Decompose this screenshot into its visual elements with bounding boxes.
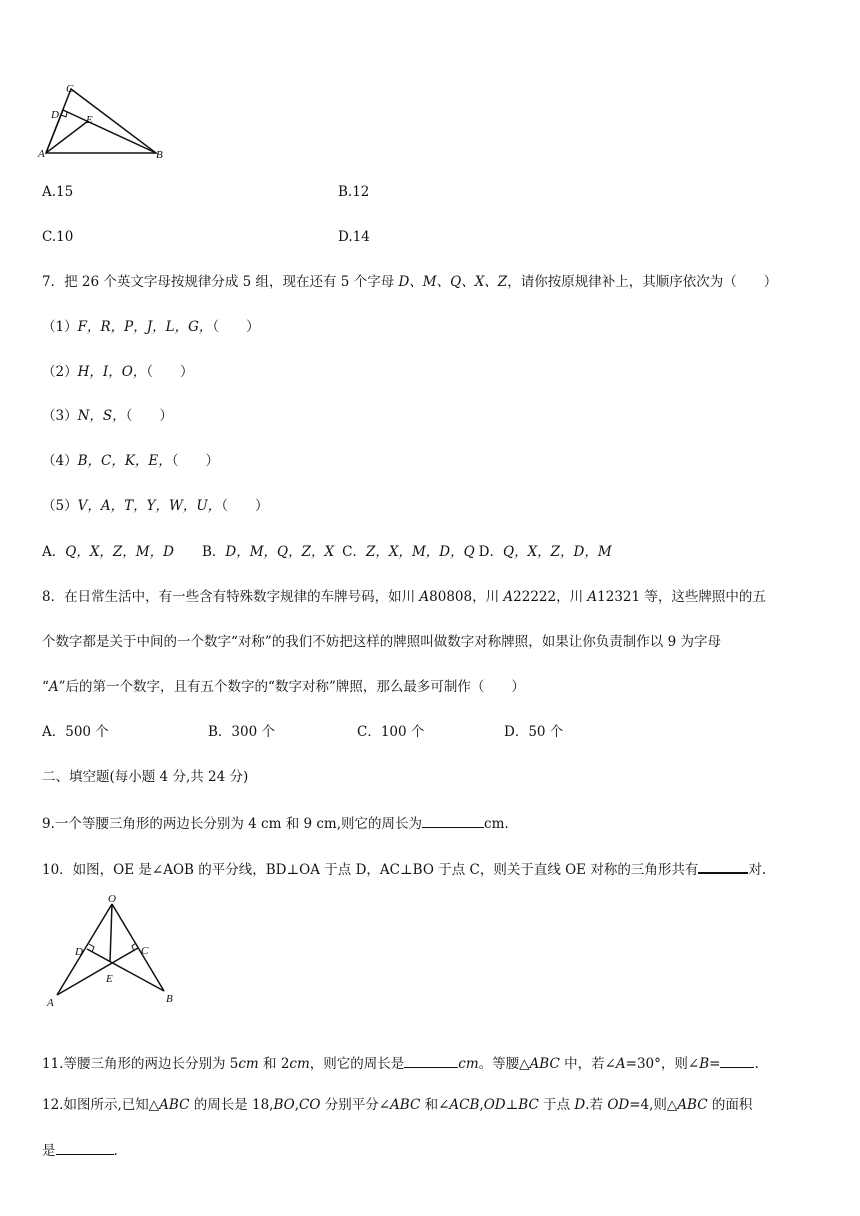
q6-option-c: C.10: [42, 229, 74, 245]
q7-group-5: （5）V，A，T，Y，W，U，（ ）: [42, 498, 269, 514]
label-a2: A: [47, 997, 54, 1009]
q7-group-4: （4）B，C，K，E，（ ）: [42, 453, 220, 469]
label-b: B: [156, 149, 163, 161]
q6-option-a: A.15: [42, 184, 74, 200]
q12-answer-blank[interactable]: [56, 1141, 114, 1155]
q7-stem: 7．把 26 个英文字母按规律分成 5 组，现在还有 5 个字母 D、M、Q、X、Z，请你按原规律补上，其顺序依次为（ ）: [42, 274, 778, 290]
q12-line-1: 12.如图所示,已知△ABC 的周长是 18,BO,CO 分别平分∠ABC 和∠ACB,OD⊥BC 于点 D.若 OD=4,则△ABC 的面积: [42, 1097, 753, 1113]
q8-option-b: B．300 个: [208, 724, 275, 740]
label-a: A: [38, 148, 45, 160]
q7-options: A．Q，X，Z，M，D B．D，M，Q，Z，X C．Z，X，M，D，Q D．Q，X，Z，D，M: [42, 544, 612, 560]
q8-option-a: A．500 个: [42, 724, 109, 740]
label-d: D: [51, 109, 59, 121]
q11-answer-blank-1[interactable]: [404, 1054, 458, 1068]
q11-answer-blank-2[interactable]: [720, 1054, 754, 1068]
label-e: E: [86, 114, 93, 126]
q12-line-2: 是 .: [42, 1143, 118, 1159]
q6-option-d: D.14: [338, 229, 370, 245]
q8-line-3: “A”后的第一个数字，且有五个数字的“数字对称”牌照，那么最多可制作（ ）: [42, 679, 525, 695]
label-e2: E: [106, 973, 113, 985]
q10-answer-blank[interactable]: [698, 859, 748, 874]
q8-line-2: 个数字都是关于中间的一个数字“对称”的我们不妨把这样的牌照叫做数字对称牌照，如果让你负责制作以 9 为字母: [42, 634, 721, 650]
q7-group-3: （3）N，S，（ ）: [42, 408, 173, 424]
q7-group-1: （1）F，R，P，J，L，G，（ ）: [42, 319, 260, 335]
figure-triangle-abc: [36, 80, 176, 164]
q10: 10．如图，OE 是∠AOB 的平分线，BD⊥OA 于点 D，AC⊥BO 于点 C，则关于直线 OE 对称的三角形共有 对.: [42, 859, 766, 879]
q8-option-d: D．50 个: [504, 724, 564, 740]
figure-angle-bisector: [42, 892, 182, 1014]
q7-group-2: （2）H，I，O，（ ）: [42, 364, 194, 380]
label-c2: C: [141, 945, 149, 957]
q6-option-b: B.12: [338, 184, 370, 200]
q9: 9.一个等腰三角形的两边长分别为 4 cm 和 9 cm,则它的周长为 cm.: [42, 816, 509, 832]
q11: 11.等腰三角形的两边长分别为 5cm 和 2cm，则它的周长是 cm。等腰△ABC 中，若∠A=30°，则∠B= .: [42, 1056, 759, 1072]
q9-answer-blank[interactable]: [422, 814, 484, 828]
q8-line-1: 8．在日常生活中，有一些含有特殊数字规律的车牌号码，如川 A80808，川 A22222，川 A12321 等，这些牌照中的五: [42, 589, 766, 605]
label-o: O: [108, 893, 116, 905]
section-fill-in-title: 二、填空题(每小题 4 分,共 24 分): [42, 769, 249, 785]
label-b2: B: [166, 993, 173, 1005]
label-d2: D: [75, 946, 83, 958]
q8-option-c: C．100 个: [357, 724, 425, 740]
label-c: C: [66, 83, 74, 95]
